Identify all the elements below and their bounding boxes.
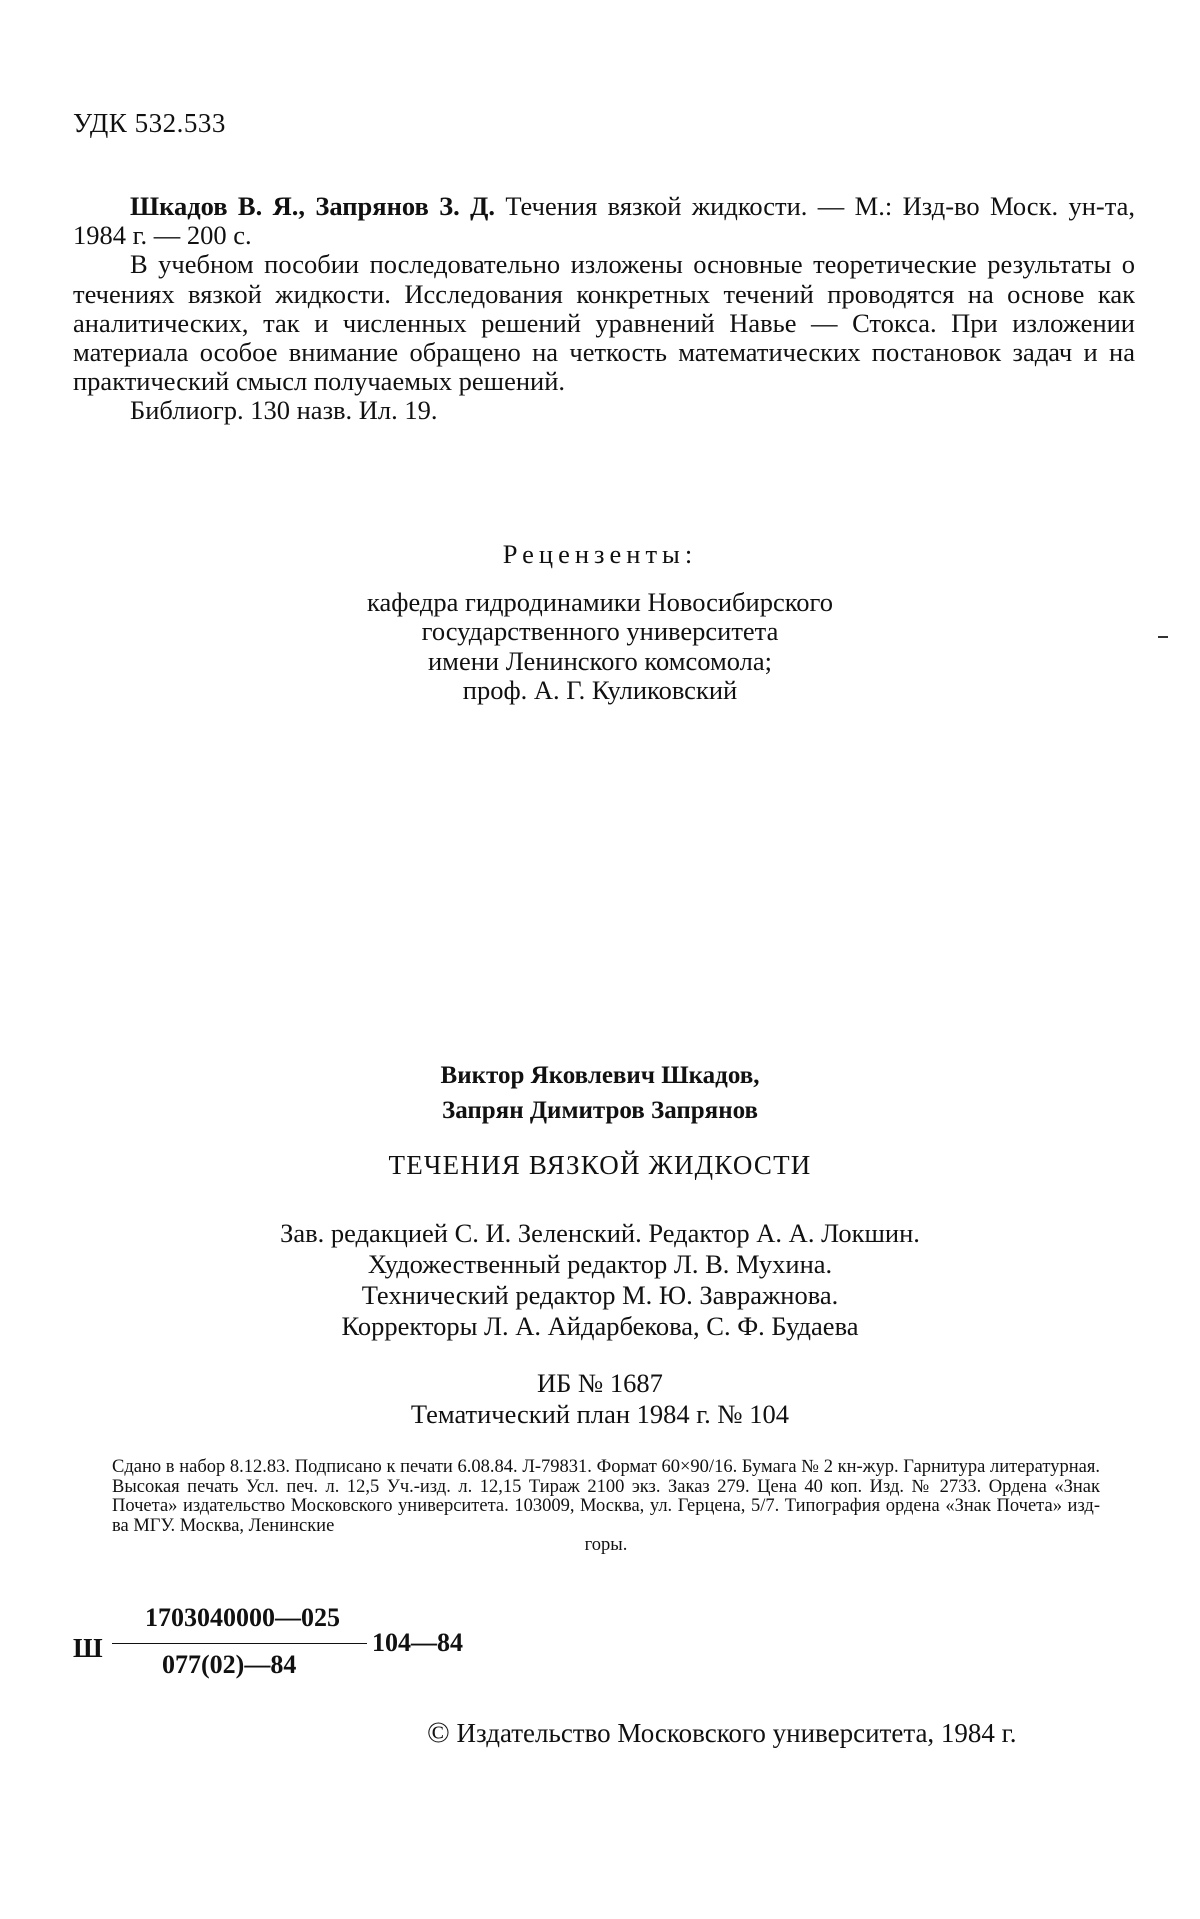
classification-suffix: 104—84 bbox=[372, 1628, 463, 1657]
copyright-text: Издательство Московского университета, 1984 г. bbox=[449, 1718, 1017, 1748]
editor-line: Художественный редактор Л. В. Мухина. bbox=[367, 1249, 833, 1279]
bibliography-note: Библиогр. 130 назв. Ил. 19. bbox=[130, 395, 438, 426]
imprint-text: Сдано в набор 8.12.83. Подписано к печати 6.08.84. Л-79831. Формат 60×90/16. Бумага № 2 кн-жур. Гарнитура литературная. Высокая печать Усл. печ. л. 12,5 Уч.-изд. л. 12,15 Тираж 2100 экз. Заказ 279. Цена 40 коп. Изд. № 2733. Ордена «Знак Почета» издательство Московского университета. 103009, Москва, ул. Герцена, 5/7. Типография ордена «Знак Почета» изд-ва МГУ. Москва, Ленинские bbox=[112, 1457, 1100, 1536]
fraction-line bbox=[112, 1643, 367, 1644]
ib-block bbox=[200, 1368, 1000, 1430]
annotation: В учебном пособии последовательно изложены основные теоретические результаты о течениях вязкой жидкости. Исследования конкретных течений проводятся на основе как аналитических, так и численных решений уравнений Навье — Стокса. При изложении материала особое внимание обращено на четкость математических постановок задач и на практический смысл получаемых решений. bbox=[73, 249, 1135, 397]
editors-block bbox=[150, 1218, 1050, 1342]
reviewer-line: кафедра гидродинамики Новосибирского bbox=[367, 586, 833, 617]
author-name: Запрян Димитров Запрянов bbox=[442, 1097, 758, 1124]
reviewer-line: государственного университета bbox=[421, 616, 779, 646]
ib-number: ИБ № 1687 bbox=[537, 1368, 663, 1398]
reviewer-line: имени Ленинского комсомола; bbox=[428, 645, 772, 676]
thematic-plan: Тематический план 1984 г. № 104 bbox=[410, 1399, 790, 1429]
classification-numerator: 1703040000—025 bbox=[145, 1603, 340, 1632]
author-name: Виктор Яковлевич Шкадов, bbox=[440, 1062, 760, 1089]
copyright-line bbox=[427, 1716, 1016, 1750]
classification-denominator: 077(02)—84 bbox=[162, 1650, 297, 1679]
copyright-icon: © bbox=[427, 1716, 450, 1749]
imprint-block bbox=[112, 1458, 1100, 1556]
reviewers-heading: Рецензенты: bbox=[502, 539, 698, 569]
citation-details: Течения вязкой жидкости. — М.: Изд-во Моск. ун-та, 1984 г. — 200 с. bbox=[73, 191, 1136, 251]
classification-prefix: Ш bbox=[73, 1633, 103, 1663]
citation-authors: Шкадов В. Я., Запрянов З. Д. bbox=[130, 191, 495, 221]
editor-line: Зав. редакцией С. И. Зеленский. Редактор А. А. Локшин. bbox=[280, 1218, 920, 1248]
book-title: ТЕЧЕНИЯ ВЯЗКОЙ ЖИДКОСТИ bbox=[388, 1150, 812, 1180]
udk-code: УДК 532.533 bbox=[73, 108, 226, 138]
imprint-last-line: горы. bbox=[584, 1535, 628, 1555]
editor-line: Корректоры Л. А. Айдарбекова, С. Ф. Будаева bbox=[341, 1311, 859, 1341]
margin-mark bbox=[1158, 636, 1168, 638]
editor-line: Технический редактор М. Ю. Завражнова. bbox=[361, 1280, 839, 1310]
citation bbox=[73, 192, 1135, 250]
reviewers-block bbox=[200, 540, 1000, 706]
reviewer-line: проф. А. Г. Куликовский bbox=[462, 675, 738, 705]
bibliographic-record bbox=[73, 192, 1135, 426]
authors-block bbox=[200, 1058, 1000, 1128]
